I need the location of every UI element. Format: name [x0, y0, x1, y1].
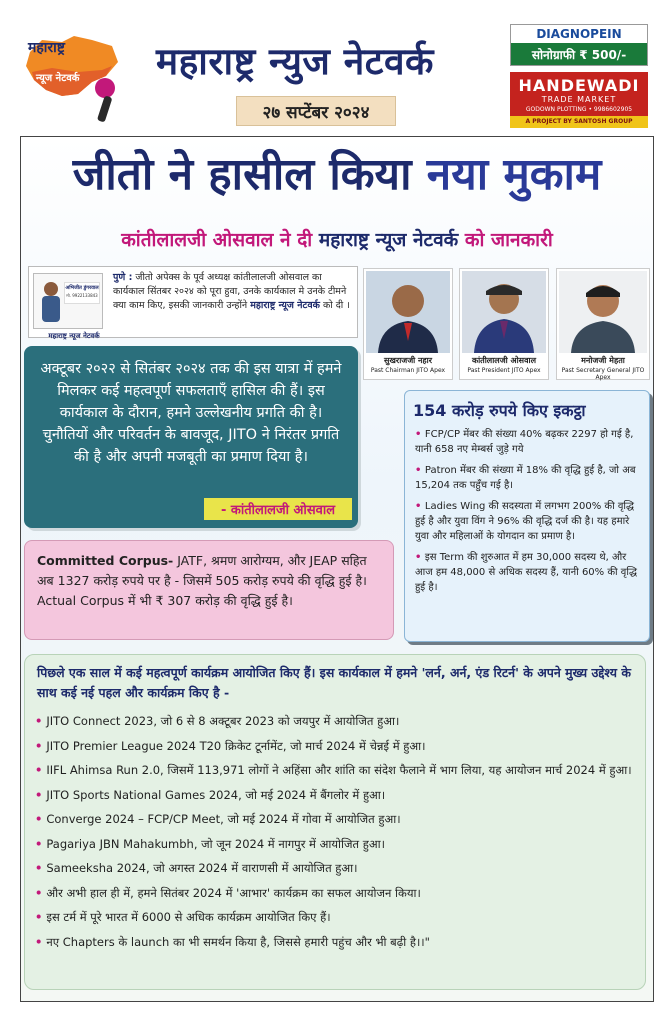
handewadi-name: HANDEWADI — [518, 76, 640, 95]
portrait-name: कांतीलालजी ओसवाल — [471, 356, 537, 365]
reporter-portrait — [40, 280, 62, 322]
corpus-label: Committed Corpus- — [37, 553, 174, 568]
program-item: • और अभी हाल ही में, हमने सितंबर 2024 में 'आभार' कार्यक्रम का सफल आयोजन किया। — [35, 885, 637, 902]
quote-box — [24, 346, 358, 528]
corpus-body: JATF, श्रमण आरोग्यम, और JEAP सहित अब 1327 करोड़ रुपये पर है - जिसमें 505 करोड़ रुपये की वृद्धि हुई है। Actual Corpus में भी ₹ 307 करोड़ की वृद्धि हुई है। — [37, 553, 367, 608]
intro-body: जीतो अपेक्स के पूर्व अध्यक्ष कांतीलालजी ओसवाल का कार्यकाल सिंतबर २०२४ को पूरा हुवा, उनके कार्यकाल मे उनके टीमने क्या काम किए, इसकी जानकारी उन्होंने — [113, 272, 347, 311]
diagnopein-brand: DIAGNOPEIN — [536, 27, 622, 41]
intro-text — [113, 271, 353, 313]
program-item: • IIFL Ahimsa Run 2.0, जिसमें 113,971 लोगों ने अहिंसा और शांति का संदेश फैलाने में भाग लिया, यह आयोजन मार्च 2024 में हुआ। — [35, 762, 637, 779]
portrait-card — [363, 268, 453, 380]
corpus-text — [37, 551, 387, 611]
program-item: • JITO Connect 2023, जो 6 से 8 अक्टूबर 2023 को जयपुर में आयोजित हुआ। — [35, 713, 637, 730]
intro-city: पुणे : — [113, 272, 133, 283]
reporter-photo — [33, 273, 103, 340]
programs-list — [35, 713, 637, 958]
portrait-role: Past Secretary General JITO Apex — [561, 367, 645, 381]
reporter-card-name: अभिजीत डुंगरवाल — [65, 285, 99, 291]
subhead-part2: महाराष्ट्र न्यूज नेटवर्क — [318, 229, 459, 251]
portrait-role: Past Chairman JITO Apex — [370, 367, 446, 374]
program-item: • JITO Premier League 2024 T20 क्रिकेट टूर्नामेंट, जो मार्च 2024 में चेन्नई में हुआ। — [35, 738, 637, 755]
diagnopein-ad[interactable] — [510, 24, 648, 66]
handewadi-ad[interactable] — [510, 72, 648, 128]
diagnopein-offer: सोनोग्राफी ₹ 500/- — [511, 43, 647, 65]
program-item: • नए Chapters के launch का भी समर्थन किया है, जिससे हमारी पहुंच और भी बढ़ी है।।" — [35, 934, 637, 951]
programs-intro: पिछले एक साल में कई महत्वपूर्ण कार्यक्रम आयोजित किए हैं। इस कार्यकाल में हमने 'लर्न, अर्न, एंड रिटर्न' के अपने मुख्य उद्देश्य के साथ कई नई पहल और कार्यक्रम किए है - — [37, 665, 631, 700]
headline-part2: नया मुकाम — [426, 149, 602, 200]
stats-item: • इस Term की शुरुआत में हम 30,000 सदस्य थे, और आज हम 48,000 से अधिक सदस्य हैं, यानी 60% की वृद्धि हुई है। — [415, 550, 645, 595]
program-item: • इस टर्म में पूरे भारत में 6000 से अधिक कार्यक्रम आयोजित किए हैं। — [35, 909, 637, 926]
program-item: • Pagariya JBN Mahakumbh, जो जून 2024 में नागपुर में आयोजित हुआ। — [35, 836, 637, 853]
portrait-card — [459, 268, 549, 380]
handewadi-footer: A PROJECT BY SANTOSH GROUP — [510, 116, 648, 128]
stats-item: • Patron मेंबर की संख्या में 18% की वृद्धि हुई है, जो अब 15,204 तक पहुँच गई है। — [415, 463, 645, 493]
newspaper-title: महाराष्ट्र न्युज नेटवर्क — [156, 40, 434, 83]
person-silhouette-icon — [462, 271, 546, 353]
quote-text: अक्टूबर २०२२ से सितंबर २०२४ तक की इस यात्रा में हमने मिलकर कई महत्वपूर्ण सफलताएँ हासिल की हैं। इस कार्यकाल के दौरान, हमने उल्लेखनीय प्रगति की है। चुनौतियों और परिवर्तन के बावजूद, JITO ने निरंतर प्रगति की है और अपनी मजबूती का प्रमाण दिया है। — [40, 361, 342, 465]
portrait-role: Past President JITO Apex — [467, 367, 541, 374]
logo-text-line1: महाराष्ट्र — [28, 40, 65, 56]
portrait-photo — [559, 271, 647, 353]
quote-signature: - कांतीलालजी ओसवाल — [204, 498, 352, 520]
corpus-box — [24, 540, 394, 640]
article-subhead — [20, 226, 654, 252]
handewadi-sub: TRADE MARKET — [541, 95, 617, 104]
reporter-card-phone: मो. 9922133843 — [66, 293, 98, 298]
intro-network: महाराष्ट्र न्यूज नेटवर्क — [250, 300, 320, 311]
article-headline — [20, 142, 654, 202]
masthead — [0, 0, 672, 132]
intro-card — [28, 266, 358, 338]
stats-item: • FCP/CP मेंबर की संख्या 40% बढ़कर 2297 हो गई है, यानी 658 नए मेम्बर्स जुड़े गये — [415, 427, 645, 457]
reporter-card — [64, 282, 100, 304]
program-item: • Sameeksha 2024, जो अगस्त 2024 में वाराणसी में आयोजित हुआ। — [35, 860, 637, 877]
handewadi-line: GODOWN PLOTTING • 9986602905 — [525, 106, 633, 113]
subhead-part1: कांतीलालजी ओसवाल ने दी — [121, 229, 313, 251]
intro-tail: को दी । — [322, 300, 350, 311]
portrait-photo — [366, 271, 450, 353]
newspaper-logo — [22, 26, 134, 122]
microphone-icon — [90, 78, 120, 124]
portrait-name: मनोजजी मेहता — [581, 356, 625, 365]
program-item: • JITO Sports National Games 2024, जो मई 2024 में बैंगलोर में हुआ। — [35, 787, 637, 804]
person-silhouette-icon — [559, 271, 647, 353]
logo-text-line2: न्यूज नेटवर्क — [36, 73, 80, 84]
stats-item: • Ladies Wing की सदस्यता में लगभग 200% की वृद्धि हुई है और युवा विंग ने 96% की वृद्धि दर्ज की है। यह हमारे युवा और महिलाओं के योगदान का प्रमाण है। — [415, 499, 645, 544]
person-silhouette-icon — [366, 271, 450, 353]
program-item: • Converge 2024 – FCP/CP Meet, जो मई 2024 में गोवा में आयोजित हुआ। — [35, 811, 637, 828]
reporter-photo-caption: महाराष्ट्र न्यूज नेटवर्क — [48, 332, 100, 340]
stats-box — [404, 390, 650, 642]
subhead-part3: को जानकारी — [464, 229, 553, 251]
headline-part1: जीतो ने हासील किया — [72, 149, 412, 200]
issue-date: २७ सप्टेंबर २०२४ — [236, 96, 396, 126]
portrait-card — [556, 268, 650, 380]
portrait-name: सुखराजजी नहार — [383, 356, 433, 365]
programs-box — [24, 654, 646, 990]
stats-title: 154 करोड़ रुपये किए इकट्ठा — [413, 401, 586, 420]
portrait-photo — [462, 271, 546, 353]
stats-list — [415, 427, 645, 601]
